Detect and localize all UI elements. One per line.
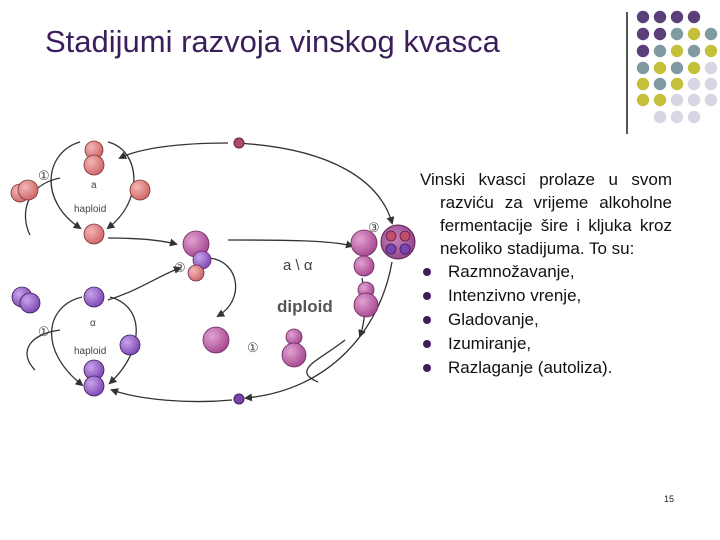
cell — [354, 256, 374, 276]
step-label: ① — [38, 324, 50, 339]
dot — [637, 45, 649, 57]
arrow — [51, 142, 80, 228]
mating-type-label: α — [90, 318, 96, 329]
dot — [705, 45, 717, 57]
mating-type-label: a — [91, 180, 97, 191]
dot — [671, 11, 683, 23]
cell — [84, 376, 104, 396]
arrow — [112, 390, 232, 402]
list-item: Razmnožavanje, — [420, 260, 672, 284]
cell — [203, 327, 229, 353]
dot — [705, 78, 717, 90]
arrow — [307, 340, 345, 382]
cell — [130, 180, 150, 200]
dot — [637, 28, 649, 40]
step-label: ① — [247, 340, 259, 355]
bullet-icon — [423, 268, 431, 276]
dot — [688, 94, 700, 106]
haploid-a-cells — [11, 141, 150, 244]
dot — [637, 62, 649, 74]
haploid-label: haploid — [74, 204, 107, 215]
cycle-arrows — [25, 142, 392, 402]
arrow — [210, 258, 236, 316]
dot — [654, 94, 666, 106]
dot — [654, 62, 666, 74]
dot — [688, 62, 700, 74]
arrow — [108, 268, 180, 300]
arrow — [228, 240, 352, 246]
list-item: Intenzivno vrenje, — [420, 284, 672, 308]
cell — [188, 265, 204, 281]
cell — [84, 287, 104, 307]
spore-bottom — [234, 394, 244, 404]
cell — [354, 293, 378, 317]
dot — [671, 111, 683, 123]
bullet-icon — [423, 292, 431, 300]
mating-label: a \ α — [283, 257, 313, 274]
list-item: Izumiranje, — [420, 332, 672, 356]
arrow — [236, 143, 392, 223]
cell — [84, 155, 104, 175]
dot — [671, 28, 683, 40]
step-label: ③ — [368, 220, 380, 235]
dot — [688, 11, 700, 23]
dot — [671, 78, 683, 90]
dot — [688, 45, 700, 57]
cell — [84, 224, 104, 244]
bullet-icon — [423, 340, 431, 348]
ascus — [381, 225, 415, 259]
dot — [654, 45, 666, 57]
dot — [637, 94, 649, 106]
dot — [671, 62, 683, 74]
spore-top — [234, 138, 244, 148]
page-number: 15 — [664, 494, 675, 504]
intro-paragraph: Vinski kvasci prolaze u svom razviću za vrijeme alkoholne fermentacije šire i kljuka kroz nekoliko stadijuma. To su: — [420, 170, 672, 258]
arrow — [52, 297, 82, 385]
cell — [282, 343, 306, 367]
slide-title: Stadijumi razvoja vinskog kvasca — [45, 24, 500, 59]
dot — [671, 45, 683, 57]
dot — [654, 11, 666, 23]
dot — [705, 94, 717, 106]
content-text — [420, 168, 672, 380]
arrow — [108, 142, 134, 228]
dot — [705, 28, 717, 40]
dot — [654, 28, 666, 40]
step-label: ① — [38, 168, 50, 183]
list-item: Gladovanje, — [420, 308, 672, 332]
dot — [637, 78, 649, 90]
cell — [120, 335, 140, 355]
list-item: Razlaganje (autoliza). — [420, 356, 672, 380]
dot — [654, 111, 666, 123]
cell — [20, 293, 40, 313]
dot — [654, 78, 666, 90]
bullet-icon — [423, 316, 431, 324]
cell — [18, 180, 38, 200]
haploid-label: haploid — [74, 346, 107, 357]
step-label: ② — [174, 260, 186, 275]
dot — [637, 11, 649, 23]
bullet-icon — [423, 364, 431, 372]
stage-list — [420, 260, 672, 380]
arrow — [246, 262, 392, 398]
dot — [688, 78, 700, 90]
arrow — [120, 143, 228, 158]
arrow — [108, 238, 176, 244]
dot — [688, 28, 700, 40]
dot — [671, 94, 683, 106]
diploid-label: diploid — [277, 297, 333, 316]
dot — [705, 62, 717, 74]
dot — [688, 111, 700, 123]
